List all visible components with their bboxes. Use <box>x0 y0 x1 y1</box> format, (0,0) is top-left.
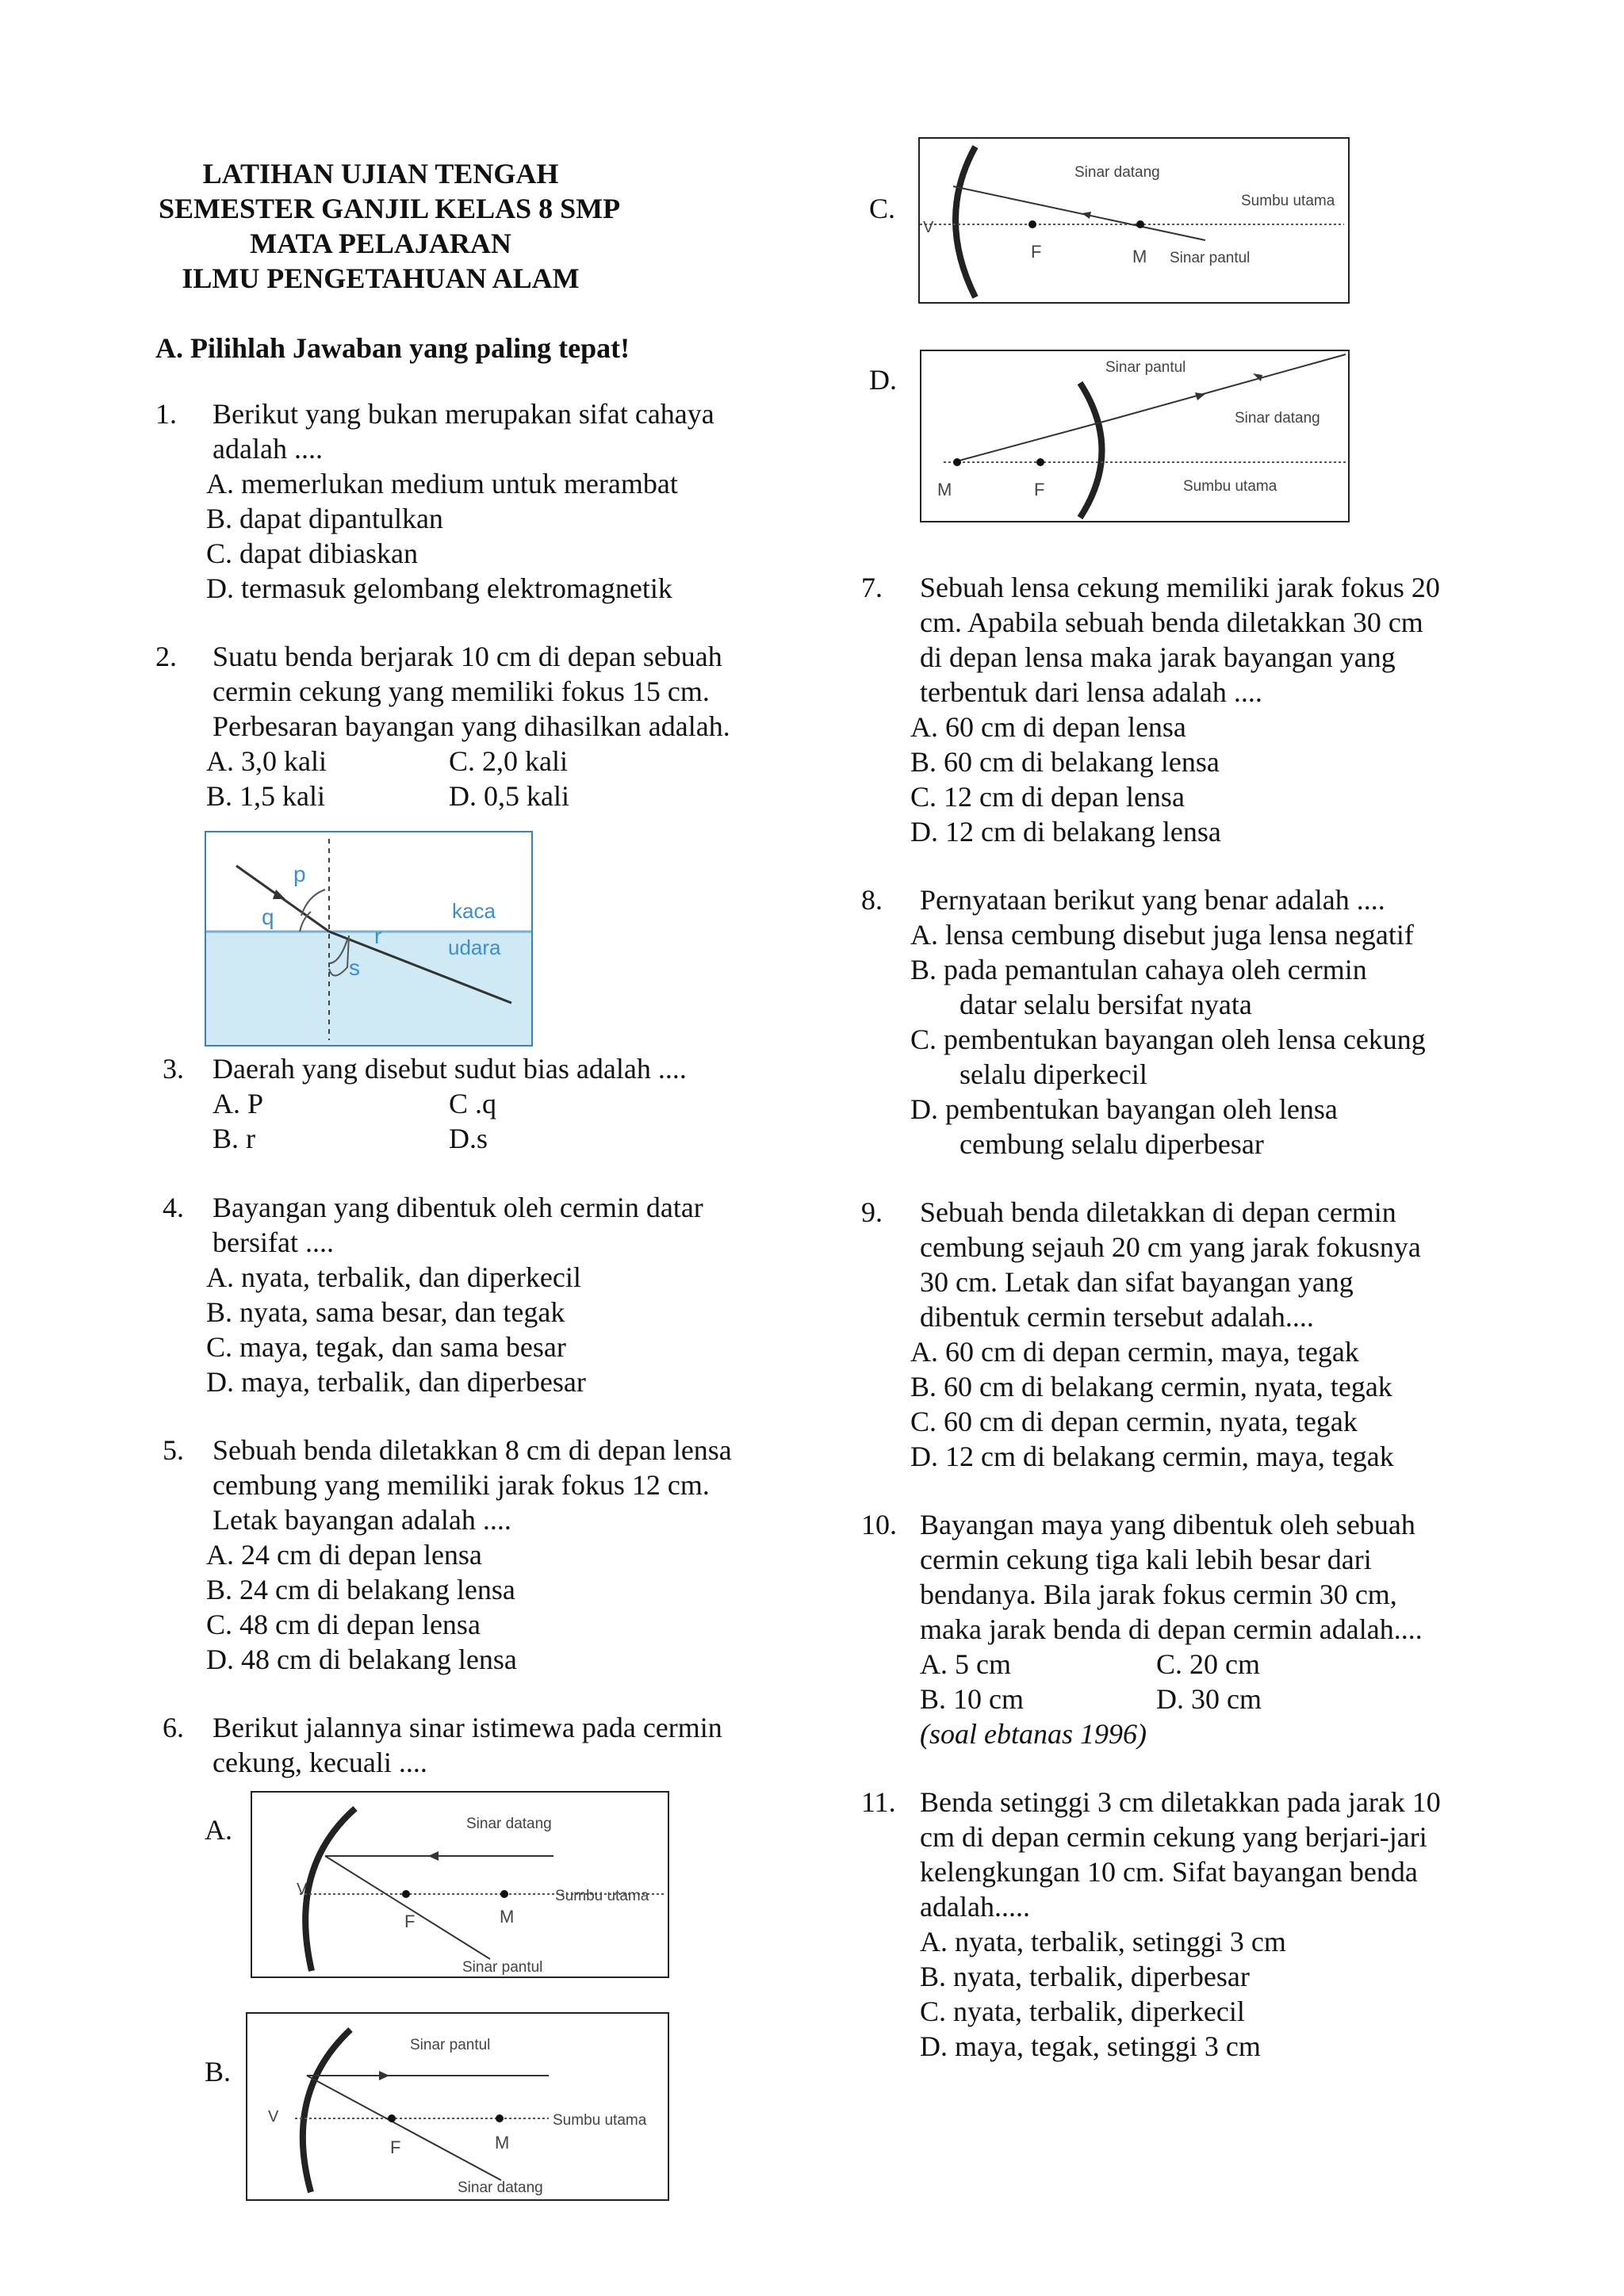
q1-number: 1. <box>155 398 177 430</box>
q6-figure-d <box>920 350 1350 522</box>
label-s: s <box>349 955 360 980</box>
title-line-3: MATA PELAJARAN <box>250 228 511 259</box>
q8-number: 8. <box>861 884 883 916</box>
q2-option-c: C. 2,0 kali <box>449 745 568 777</box>
title-line-2: SEMESTER GANJIL KELAS 8 SMP <box>159 193 621 224</box>
label-sinar-datang: Sinar datang <box>1235 410 1320 427</box>
mirror-diagram-d <box>921 351 1348 521</box>
label-sinar-datang: Sinar datang <box>466 1816 552 1832</box>
label-m: M <box>495 2133 510 2152</box>
reflected-ray <box>325 1856 490 1959</box>
q8-option-c-2: selalu diperkecil <box>959 1058 1147 1090</box>
q8-option-b-2: datar selalu bersifat nyata <box>959 989 1252 1020</box>
q6-stem-1: Berikut jalannya sinar istimewa pada cermin <box>213 1712 722 1743</box>
q10-option-a: A. 5 cm <box>920 1648 1011 1680</box>
q5-stem-1: Sebuah benda diletakkan 8 cm di depan lensa <box>213 1434 732 1466</box>
q7-option-b: B. 60 cm di belakang lensa <box>910 746 1220 778</box>
center-point <box>953 458 961 466</box>
label-v: V <box>297 1881 308 1898</box>
label-m: M <box>500 1907 515 1927</box>
refraction-diagram <box>206 832 531 1045</box>
label-f: F <box>404 1911 416 1931</box>
focus-point <box>388 2114 396 2122</box>
q3-option-d: D.s <box>449 1123 488 1154</box>
q4-stem-2: bersifat .... <box>213 1226 334 1258</box>
q1-option-a: A. memerlukan medium untuk merambat <box>206 468 678 499</box>
label-sinar-datang: Sinar datang <box>458 2179 543 2196</box>
q1-stem-2: adalah .... <box>213 433 323 465</box>
q2-number: 2. <box>155 641 177 672</box>
label-kaca: kaca <box>452 899 496 923</box>
label-v: V <box>268 2108 279 2126</box>
q10-stem-3: bendanya. Bila jarak fokus cermin 30 cm, <box>920 1578 1397 1610</box>
q5-option-c: C. 48 cm di depan lensa <box>206 1609 481 1640</box>
q3-option-a: A. P <box>213 1088 264 1119</box>
q9-stem-2: cembung sejauh 20 cm yang jarak fokusnya <box>920 1231 1421 1263</box>
label-sumbu-utama: Sumbu utama <box>1241 193 1335 209</box>
q1-option-c: C. dapat dibiaskan <box>206 538 418 569</box>
q5-option-a: A. 24 cm di depan lensa <box>206 1539 482 1571</box>
q9-stem-4: dibentuk cermin tersebut adalah.... <box>920 1301 1314 1333</box>
q11-stem-2: cm di depan cermin cekung yang berjari-jari <box>920 1821 1427 1853</box>
label-q: q <box>262 905 274 929</box>
q4-number: 4. <box>163 1192 184 1223</box>
q11-option-c: C. nyata, terbalik, diperkecil <box>920 1996 1245 2027</box>
q2-stem-3: Perbesaran bayangan yang dihasilkan adalah. <box>213 710 730 742</box>
label-udara: udara <box>448 936 501 959</box>
q8-option-d-1: D. pembentukan bayangan oleh lensa <box>910 1093 1338 1125</box>
q2-option-a: A. 3,0 kali <box>206 745 327 777</box>
q10-stem-1: Bayangan maya yang dibentuk oleh sebuah <box>920 1509 1415 1540</box>
q7-option-c: C. 12 cm di depan lensa <box>910 781 1185 813</box>
angle-p-arc <box>301 890 325 916</box>
q2-stem-2: cermin cekung yang memiliki fokus 15 cm. <box>213 675 710 707</box>
q6-option-b-label: B. <box>205 2056 232 2087</box>
center-point <box>500 1890 508 1898</box>
q10-number: 10. <box>861 1509 897 1540</box>
label-m: M <box>1132 247 1147 266</box>
q9-option-c: C. 60 cm di depan cermin, nyata, tegak <box>910 1406 1358 1437</box>
q6-figure-b <box>246 2012 669 2201</box>
q2-option-b: B. 1,5 kali <box>206 780 325 812</box>
q10-option-b: B. 10 cm <box>920 1683 1024 1715</box>
convex-mirror <box>1080 383 1102 518</box>
section-title: A. Pilihlah Jawaban yang paling tepat! <box>155 332 630 364</box>
q3-option-b: B. r <box>213 1123 255 1154</box>
q1-option-b: B. dapat dipantulkan <box>206 503 443 534</box>
q7-option-d: D. 12 cm di belakang lensa <box>910 816 1221 848</box>
q6-option-c-label: C. <box>869 193 896 224</box>
q11-stem-4: adalah..... <box>920 1891 1030 1923</box>
incident-arrow <box>428 1851 439 1861</box>
label-f: F <box>1031 242 1042 262</box>
q6-figure-c <box>918 137 1350 304</box>
label-r: r <box>374 924 382 948</box>
q11-option-b: B. nyata, terbalik, diperbesar <box>920 1961 1250 1992</box>
q6-option-d-label: D. <box>869 364 897 396</box>
q4-option-a: A. nyata, terbalik, dan diperkecil <box>206 1261 581 1293</box>
q5-number: 5. <box>163 1434 184 1466</box>
refraction-figure <box>205 831 533 1047</box>
q4-stem-1: Bayangan yang dibentuk oleh cermin datar <box>213 1192 703 1223</box>
label-v: V <box>923 219 934 236</box>
q5-option-b: B. 24 cm di belakang lensa <box>206 1574 515 1605</box>
q8-stem-1: Pernyataan berikut yang benar adalah .... <box>920 884 1385 916</box>
label-sumbu-utama: Sumbu utama <box>553 2112 647 2129</box>
q9-stem-1: Sebuah benda diletakkan di depan cermin <box>920 1196 1396 1228</box>
q9-stem-3: 30 cm. Letak dan sifat bayangan yang <box>920 1266 1354 1298</box>
q7-option-a: A. 60 cm di depan lensa <box>910 711 1186 743</box>
q4-option-b: B. nyata, sama besar, dan tegak <box>206 1296 565 1328</box>
q7-number: 7. <box>861 572 883 603</box>
label-m: M <box>937 480 952 499</box>
q6-figure-a <box>251 1791 669 1978</box>
incident-arrow <box>273 890 285 899</box>
q8-option-c-1: C. pembentukan bayangan oleh lensa cekung <box>910 1024 1426 1055</box>
focus-point <box>1036 458 1044 466</box>
q8-option-b-1: B. pada pemantulan cahaya oleh cermin <box>910 954 1367 985</box>
q2-option-d: D. 0,5 kali <box>449 780 569 812</box>
q2-stem-1: Suatu benda berjarak 10 cm di depan sebuah <box>213 641 722 672</box>
focus-point <box>402 1890 410 1898</box>
q5-option-d: D. 48 cm di belakang lensa <box>206 1644 517 1675</box>
q11-stem-1: Benda setinggi 3 cm diletakkan pada jarak 10 <box>920 1786 1441 1818</box>
label-sinar-pantul: Sinar pantul <box>1105 359 1186 376</box>
label-sinar-pantul: Sinar pantul <box>1170 250 1251 266</box>
ray-line <box>953 186 1205 240</box>
title-line-4: ILMU PENGETAHUAN ALAM <box>182 262 580 294</box>
q7-stem-1: Sebuah lensa cekung memiliki jarak fokus 20 <box>920 572 1440 603</box>
reflected-arrow <box>379 2071 389 2080</box>
q5-stem-2: cembung yang memiliki jarak fokus 12 cm. <box>213 1469 710 1501</box>
q3-number: 3. <box>163 1053 184 1085</box>
q10-option-d: D. 30 cm <box>1156 1683 1262 1715</box>
center-point <box>496 2114 504 2122</box>
q1-stem-1: Berikut yang bukan merupakan sifat cahaya <box>213 398 714 430</box>
dashed-ray <box>953 419 1112 462</box>
concave-mirror <box>305 1808 355 1971</box>
q6-stem-2: cekung, kecuali .... <box>213 1747 427 1778</box>
q9-option-b: B. 60 cm di belakang cermin, nyata, tegak <box>910 1371 1392 1402</box>
q11-stem-3: kelengkungan 10 cm. Sifat bayangan benda <box>920 1856 1418 1888</box>
q8-option-a: A. lensa cembung disebut juga lensa negatif <box>910 919 1414 951</box>
q6-number: 6. <box>163 1712 184 1743</box>
q3-option-c: C .q <box>449 1088 497 1119</box>
label-f: F <box>390 2137 401 2157</box>
q7-stem-2: cm. Apabila sebuah benda diletakkan 30 cm <box>920 607 1423 638</box>
ray-arrow <box>1082 212 1091 219</box>
q4-option-c: C. maya, tegak, dan sama besar <box>206 1331 566 1363</box>
q10-option-c: C. 20 cm <box>1156 1648 1260 1680</box>
q11-option-a: A. nyata, terbalik, setinggi 3 cm <box>920 1926 1286 1957</box>
concave-mirror <box>956 147 975 297</box>
label-sinar-datang: Sinar datang <box>1074 164 1160 181</box>
mirror-diagram-b <box>247 2014 668 2199</box>
label-sinar-pantul: Sinar pantul <box>410 2037 491 2053</box>
q9-number: 9. <box>861 1196 883 1228</box>
q10-stem-4: maka jarak benda di depan cermin adalah.... <box>920 1613 1423 1645</box>
label-sumbu-utama: Sumbu utama <box>555 1888 649 1904</box>
q9-option-a: A. 60 cm di depan cermin, maya, tegak <box>910 1336 1359 1368</box>
q9-option-d: D. 12 cm di belakang cermin, maya, tegak <box>910 1441 1394 1472</box>
q3-stem-1: Daerah yang disebut sudut bias adalah .... <box>213 1053 687 1085</box>
concave-mirror <box>303 2030 350 2192</box>
label-sumbu-utama: Sumbu utama <box>1183 478 1277 495</box>
title-line-1: LATIHAN UJIAN TENGAH <box>202 158 559 189</box>
q7-stem-4: terbentuk dari lensa adalah .... <box>920 676 1262 708</box>
q11-option-d: D. maya, tegak, setinggi 3 cm <box>920 2030 1261 2062</box>
q10-stem-2: cermin cekung tiga kali lebih besar dari <box>920 1544 1372 1575</box>
q11-number: 11. <box>861 1786 896 1818</box>
center-point <box>1136 220 1144 228</box>
q5-stem-3: Letak bayangan adalah .... <box>213 1504 511 1536</box>
q8-option-d-2: cembung selalu diperbesar <box>959 1128 1264 1160</box>
label-f: F <box>1034 480 1045 499</box>
mirror-diagram-c <box>920 139 1348 302</box>
focus-point <box>1028 220 1036 228</box>
label-p: p <box>293 862 306 886</box>
label-sinar-pantul: Sinar pantul <box>462 1959 543 1976</box>
incident-ray <box>307 2076 501 2180</box>
q6-option-a-label: A. <box>205 1814 232 1846</box>
q4-option-d: D. maya, terbalik, dan diperbesar <box>206 1366 586 1398</box>
q10-source: (soal ebtanas 1996) <box>920 1718 1147 1750</box>
mirror-diagram-a <box>252 1793 668 1976</box>
q7-stem-3: di depan lensa maka jarak bayangan yang <box>920 641 1396 673</box>
q1-option-d: D. termasuk gelombang elektromagnetik <box>206 572 672 604</box>
